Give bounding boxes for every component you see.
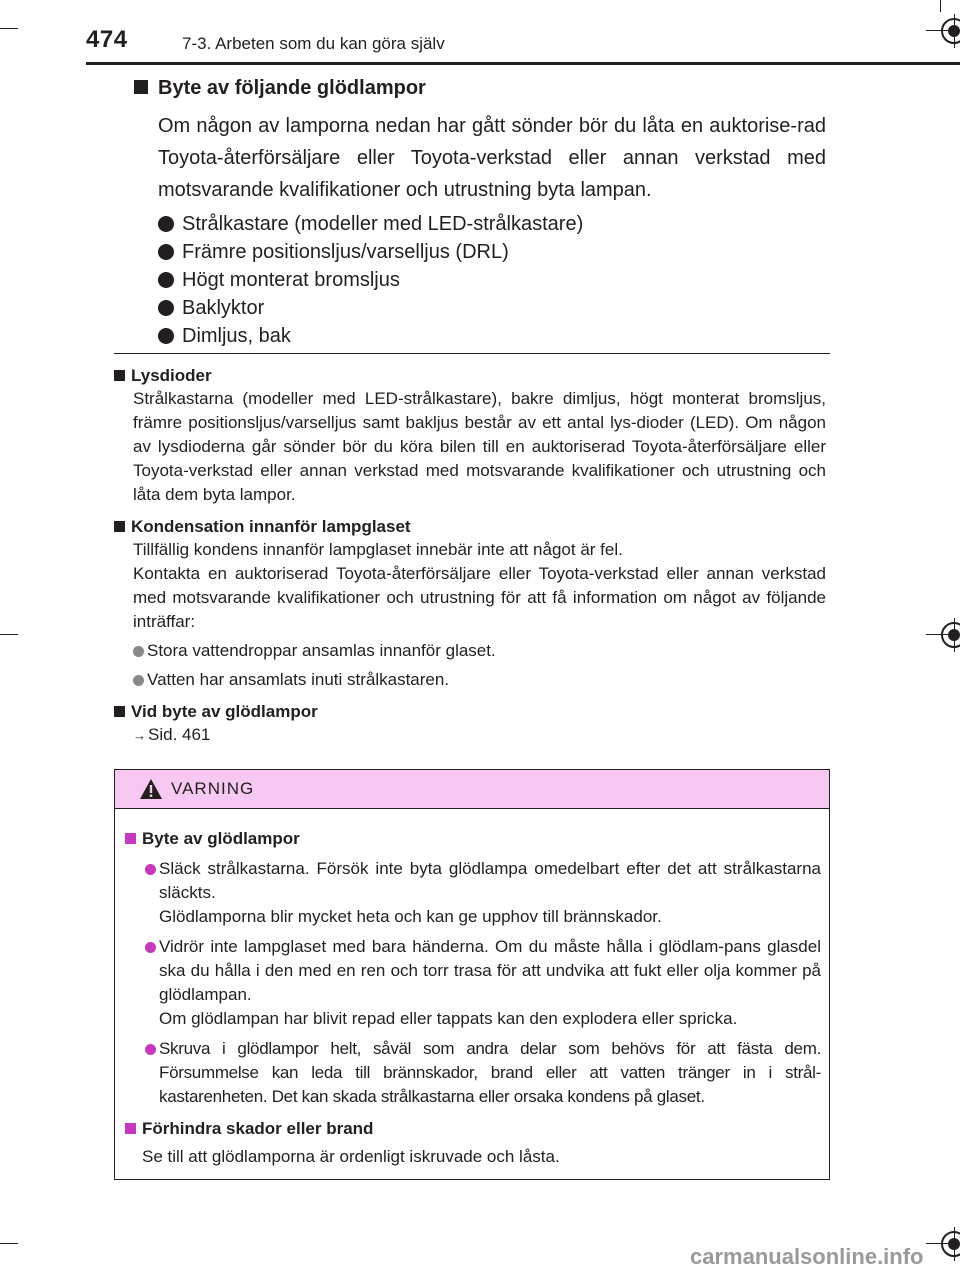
crop-mark-top-right [940,0,941,12]
warning-heading: Byte av glödlampor [125,827,821,851]
note-replace [114,700,826,748]
bullet-icon [158,216,174,232]
arrow-right-icon: → [133,728,146,743]
note-led [114,364,826,507]
square-bullet-icon [114,706,125,717]
list-item: Strålkastare (modeller med LED-strålkastare) [158,210,826,238]
bullet-icon [158,328,174,344]
note-condensation [114,515,826,692]
note-heading: Vid byte av glödlampor [114,700,826,723]
bulb-replacement-section [134,74,826,350]
bullet-icon [133,646,144,657]
note-heading: Kondensation innanför lampglaset [114,515,826,538]
bullet-icon [145,942,156,953]
warning-text: Se till att glödlamporna är ordenligt iskruvade och låsta. [142,1147,560,1166]
list-item: Vidrör inte lampglaset med bara händerna. Om du måste hålla i glödlam-pans glasdel ska du hålla i den med en ren och torr trasa för att undvika att fukt eller olja kommer på glödlampan. Om glödlampan har blivit repad eller tappats kan den explodera eller spricka. [125,935,821,1031]
crop-mark-top-left [0,28,18,29]
notes-section [114,364,826,756]
warning-body [115,809,829,1169]
section-divider [114,353,830,354]
registration-mark-icon [941,18,960,44]
bullet-icon [145,1044,156,1055]
bullet-icon [133,675,144,686]
warning-heading: Förhindra skador eller brand [125,1117,821,1141]
warning-triangle-icon [139,778,163,800]
warning-header [115,770,829,809]
note-body: Strålkastarna (modeller med LED-strålkastare), bakre dimljus, högt monterat bromsljus, främre positionsljus/varselljus samt bakljus består av ett antal lys-dioder (LED). Om någon av lysdioderna går sönder bör du köra bilen till en auktoriserad Toyota-återförsäljare eller Toyota-verkstad eller annan verkstad med motsvarande kvalifikationer och utrustning och låta dem byta lampor. [133,389,826,504]
list-item: Stora vattendroppar ansamlas innanför glaset. [133,639,826,663]
section-title: 7-3. Arbeten som du kan göra själv [182,34,445,53]
list-item: Högt monterat bromsljus [158,266,826,294]
list-item: Vatten har ansamlats inuti strålkastaren. [133,668,826,692]
crop-mark-bottom-left [0,1243,18,1244]
list-item: Dimljus, bak [158,322,826,350]
square-bullet-icon [125,1123,136,1134]
registration-mark-icon [941,1231,960,1257]
bullet-icon [145,864,156,875]
warning-box [114,769,830,1180]
note-body: Kontakta en auktoriserad Toyota-återförsäljare eller Toyota-verkstad eller annan verkstad med motsvarande kvalifikationer och utrustning för att få information om något av följande inträffar: [133,564,826,631]
page-number: 474 [86,26,128,53]
bullet-icon [158,244,174,260]
bullet-icon [158,272,174,288]
square-bullet-icon [125,833,136,844]
note-body: Tillfällig kondens innanför lampglaset innebär inte att något är fel. [133,540,623,559]
section-heading-text: Byte av följande glödlampor [158,77,426,99]
bulb-list [158,210,826,350]
section-heading [134,74,826,102]
registration-mark-icon [941,622,960,648]
crop-mark-left-mid [0,634,18,635]
list-item: Skruva i glödlampor helt, såväl som andra delar som behövs för att fästa dem. Försummelse kan leda till brännskador, brand eller att vatten tränger in i strål-kastarenheten. Det kan skada strålkastarna eller orsaka kondens på glaset. [125,1037,821,1109]
page-reference-link[interactable]: → Sid. 461 [133,725,211,744]
square-bullet-icon [114,521,125,532]
list-item: Främre positionsljus/varselljus (DRL) [158,238,826,266]
bullet-icon [158,300,174,316]
square-bullet-icon [134,80,148,94]
watermark: carmanualsonline.info [690,1244,924,1269]
header-rule [86,62,960,65]
section-paragraph: Om någon av lamporna nedan har gått sönder bör du låta en auktorise-rad Toyota-återförsäljare eller Toyota-verkstad eller annan verkstad med motsvarande kvalifikationer och utrustning byta lampan. [158,115,826,201]
list-item: Baklyktor [158,294,826,322]
warning-title: VARNING [171,779,255,798]
note-heading: Lysdioder [114,364,826,387]
list-item: Släck strålkastarna. Försök inte byta glödlampa omedelbart efter det att strålkastarna släckts. Glödlamporna blir mycket heta och kan ge upphov till brännskador. [125,857,821,929]
square-bullet-icon [114,370,125,381]
